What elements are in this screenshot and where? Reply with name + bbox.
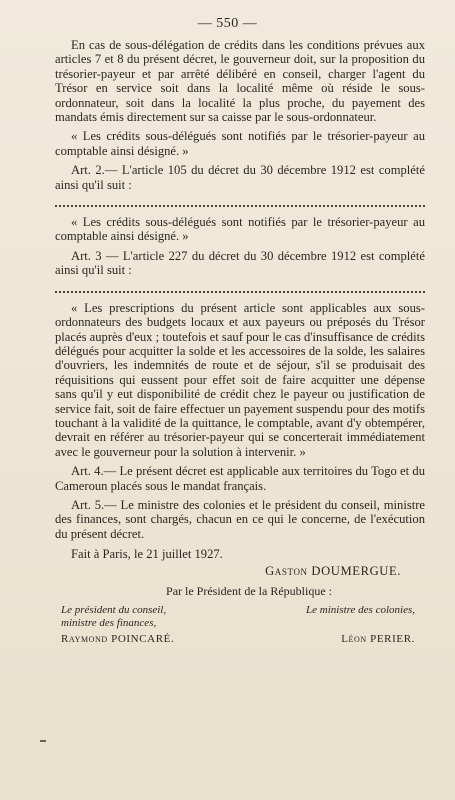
dotted-separator [55,283,425,293]
paragraph-sous-delegation: En cas de sous-délégation de crédits dans les conditions prévues aux articles 7 et 8 du présent décret, le gouverneur doit, sur la proposition du trésorier-payeur et par arrêté délibéré en conseil, charger l'agent du Trésor en service soit dans la localité même où réside le sous-ordonnateur, soit dans la localité la plus proche, du payement des mandats émis directement sur sa caisse par le sous-ordonnateur. [55,38,425,125]
signature-left [55,604,238,646]
signature-right-name: Léon PERIER. [341,633,415,646]
dotted-separator [55,197,425,207]
fait-a-paris: Fait à Paris, le 21 juillet 1927. [71,547,223,562]
margin-mark [40,740,46,742]
paragraph-article-3: Art. 3 — L'article 227 du décret du 30 décembre 1912 est complété ainsi qu'il suit : [55,248,425,278]
paragraph-article-5: Art. 5.— Le ministre des colonies et le président du conseil, ministre des finances, sont chargés, chacun en ce qui le concerne, de l'exécution du présent décret. [55,497,425,541]
signature-block [55,604,425,646]
signature-right-role: Le ministre des colonies, [306,604,415,617]
page-number: — 550 — [197,16,258,31]
paragraph-article-4: Art. 4.— Le présent décret est applicable aux territoires du Togo et du Cameroun placés sous le mandat français. [55,464,425,493]
signature-left-name: Raymond POINCARÉ. [61,633,175,646]
par-le-president: Par le Président de la République : [166,584,332,598]
paragraph-quote-2: « Les crédits sous-délégués sont notifiés par le trésorier-payeur au comptable ainsi désigné. » [55,215,425,244]
signature-right [238,604,425,646]
paragraph-article-2: Art. 2.— L'article 105 du décret du 30 décembre 1912 est complété ainsi qu'il suit : [55,163,425,192]
signature-right-spacer [238,617,415,630]
paragraph-prescriptions: « Les prescriptions du présent article sont applicables aux sous-ordonnateurs des budgets locaux et aux payeurs ou préposés du Trésor placés auprès d'eux ; toutefois et sauf pour le cas d'insuffisance de crédits délégués pour acquitter la solde et les accessoires de la solde, les salaires d'ouvriers, les indemnités de route et de séjour, s'il se produisait des réquisitions qui eussent pour effet soit de faire acquitter une dépense sans qu'il y eut disponibilité de crédit chez le payeur ou justification de service fait, soit de faire effectuer un payement suspendu pour des motifs touchant à la validité de la quittance, le comptable, avant d'y obtempérer, devrait en référer au trésorier-payeur qui se concerterait immédiatement avec le gouverneur pour la solution à intervenir. » [55,300,425,459]
signature-left-role-1: Le président du conseil, [61,604,167,617]
signature-left-role-2: ministre des finances, [61,617,157,630]
paragraph-quote-1: « Les crédits sous-délégués sont notifiés par le trésorier-payeur au comptable ainsi désigné. » [55,129,425,158]
body-text [55,38,425,646]
signer-name: Gaston DOUMERGUE. [265,563,401,578]
